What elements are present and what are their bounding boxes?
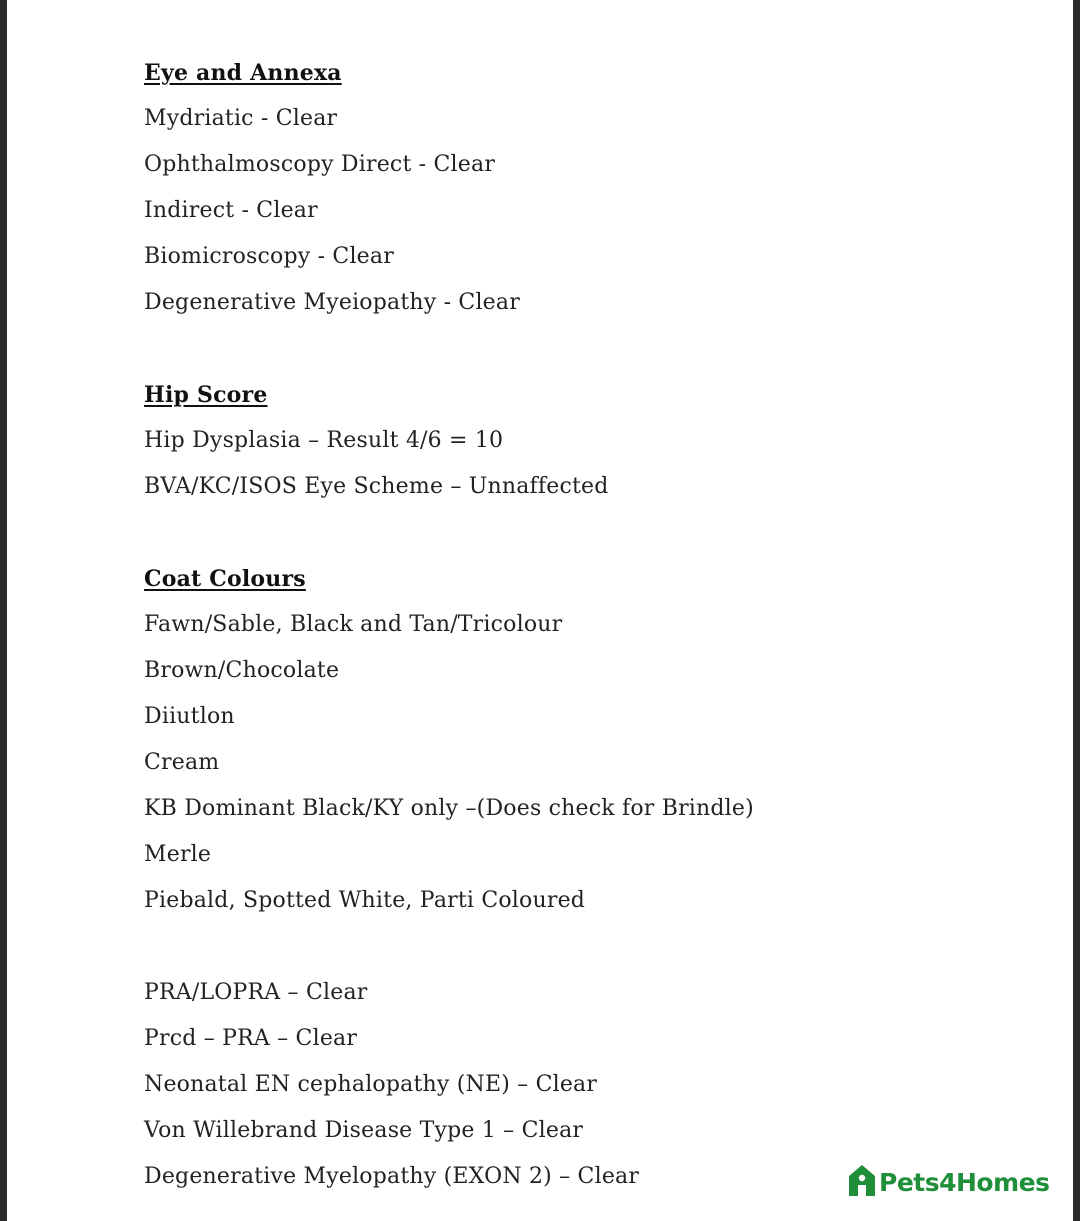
list-item: BVA/KC/ISOS Eye Scheme – Unnaffected bbox=[144, 474, 609, 499]
list-item: Ophthalmoscopy Direct - Clear bbox=[144, 152, 496, 177]
list-item: Indirect - Clear bbox=[144, 198, 318, 223]
house-pet-icon bbox=[847, 1162, 877, 1203]
section-spacer bbox=[144, 330, 1024, 376]
list-item: Biomicroscopy - Clear bbox=[144, 244, 394, 269]
list-item: Degenerative Myeiopathy - Clear bbox=[144, 290, 520, 315]
section-heading: Eye and Annexa bbox=[144, 60, 342, 86]
list-item: Diiutlon bbox=[144, 704, 235, 729]
list-item: Von Willebrand Disease Type 1 – Clear bbox=[144, 1118, 584, 1143]
list-item: Hip Dysplasia – Result 4/6 = 10 bbox=[144, 428, 504, 453]
list-item: Mydriatic - Clear bbox=[144, 106, 338, 131]
section-eye-and-annexa bbox=[144, 54, 1024, 330]
list-item: Piebald, Spotted White, Parti Coloured bbox=[144, 888, 586, 913]
section-spacer bbox=[144, 514, 1024, 560]
section-spacer bbox=[144, 928, 1024, 974]
watermark-text: Pets4Homes bbox=[879, 1167, 1050, 1197]
list-item: Neonatal EN cephalopathy (NE) – Clear bbox=[144, 1072, 598, 1097]
section-heading: Coat Colours bbox=[144, 566, 306, 592]
section-coat-colours bbox=[144, 560, 1024, 928]
section-hip-score bbox=[144, 376, 1024, 514]
list-item: Cream bbox=[144, 750, 220, 775]
list-item: Merle bbox=[144, 842, 212, 867]
list-item: KB Dominant Black/KY only –(Does check for Brindle) bbox=[144, 796, 754, 821]
list-item: Brown/Chocolate bbox=[144, 658, 340, 683]
list-item: PRA/LOPRA – Clear bbox=[144, 980, 368, 1005]
list-item: Prcd – PRA – Clear bbox=[144, 1026, 358, 1051]
pets4homes-watermark bbox=[847, 1162, 1050, 1202]
section-heading: Hip Score bbox=[144, 382, 268, 408]
document-page bbox=[144, 54, 1024, 1204]
list-item: Degenerative Myelopathy (EXON 2) – Clear bbox=[144, 1164, 640, 1189]
list-item: Fawn/Sable, Black and Tan/Tricolour bbox=[144, 612, 563, 637]
